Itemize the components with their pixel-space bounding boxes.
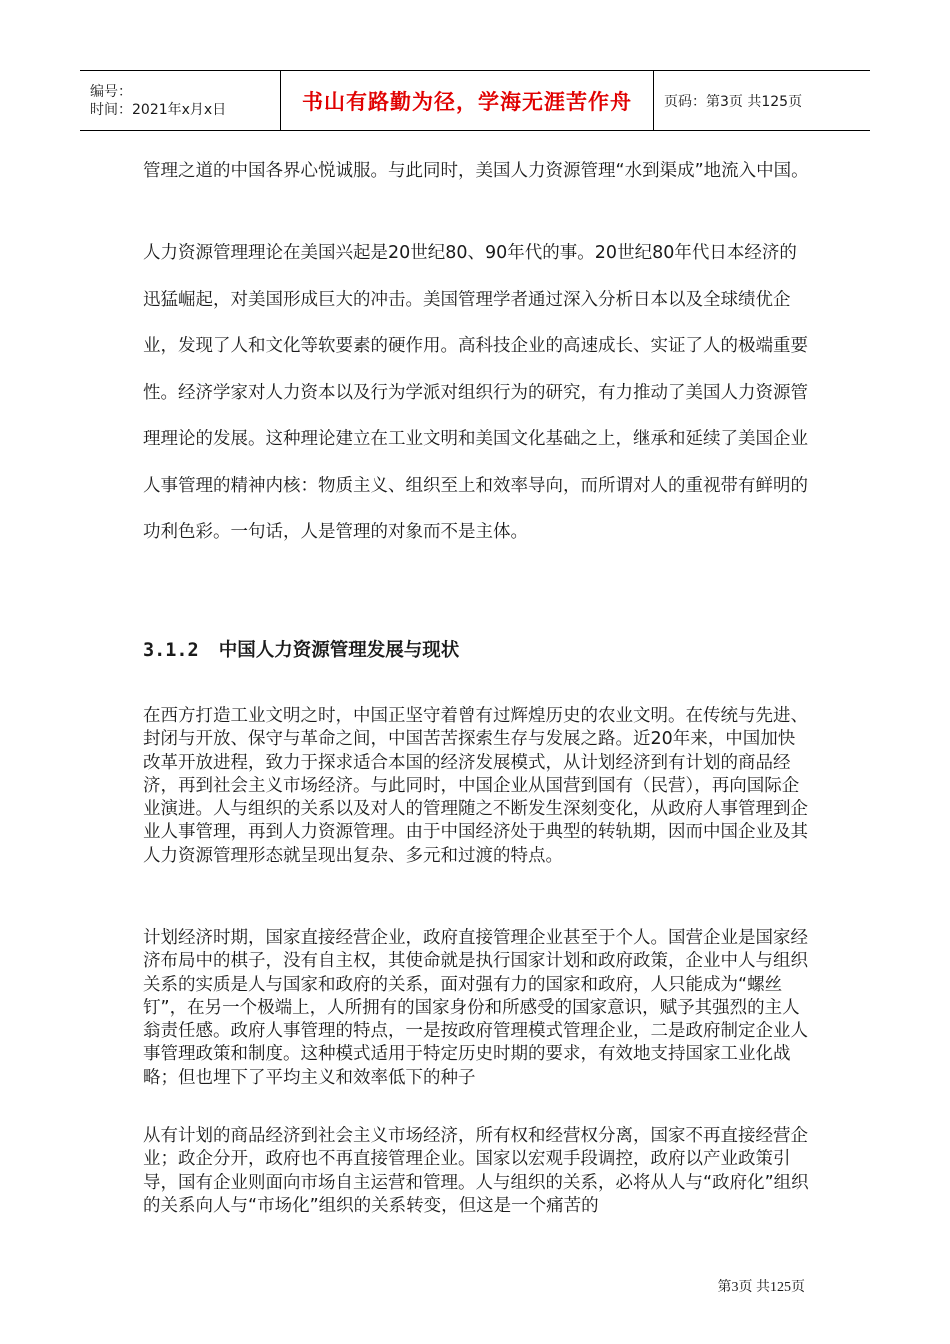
date-label: 时间：2021年x月x日 xyxy=(90,101,227,118)
page-footer: 第3页 共125页 xyxy=(717,1280,805,1295)
header-page-info: 页码：第3页 共125页 xyxy=(664,93,803,110)
section-number: 3.1.2 xyxy=(143,640,199,661)
body-paragraph-2: 人力资源管理理论在美国兴起是20世纪80、90年代的事。20世纪80年代日本经济的迅猛崛起，对美国形成巨大的冲击。美国管理学者通过深入分析日本以及全球绩优企业，发现了人和文化等软要素的硬作用。高科技企业的高速成长、实证了人的极端重要性。经济学家对人力资本以及行为学派对组织行为的研究，有力推动了美国人力资源管理理论的发展。这种理论建立在工业文明和美国文化基础之上，继承和延续了美国企业人事管理的精神内核：物质主义、组织至上和效率导向，而所谓对人的重视带有鲜明的功利色彩。一句话，人是管理的对象而不是主体。 xyxy=(143,243,808,542)
body-paragraph-3: 在西方打造工业文明之时，中国正坚守着曾有过辉煌历史的农业文明。在传统与先进、封闭与开放、保守与革命之间，中国苦苦探索生存与发展之路。近20年来，中国加快改革开放进程，致力于探求适合本国的经济发展模式，从计划经济到有计划的商品经济，再到社会主义市场经济。与此同时，中国企业从国营到国有（民营），再向国际企业演进。人与组织的关系以及对人的管理随之不断发生深刻变化，从政府人事管理到企业人事管理，再到人力资源管理。由于中国经济处于典型的转轨期，因而中国企业及其人力资源管理形态就呈现出复杂、多元和过渡的特点。 xyxy=(143,706,808,866)
body-paragraph-1: 管理之道的中国各界心悦诚服。与此同时，美国人力资源管理“水到渠成”地流入中国。 xyxy=(143,161,809,181)
code-label: 编号： xyxy=(90,83,132,100)
section-heading xyxy=(143,636,811,662)
section-title: 中国人力资源管理发展与现状 xyxy=(218,640,460,661)
body-paragraph-4: 计划经济时期，国家直接经营企业，政府直接管理企业甚至于个人。国营企业是国家经济布局中的棋子，没有自主权，其使命就是执行国家计划和政府政策，企业中人与组织关系的实质是人与国家和政府的关系，面对强有力的国家和政府，人只能成为“螺丝钉”，在另一个极端上，人所拥有的国家身份和所感受的国家意识，赋予其强烈的主人翁责任感。政府人事管理的特点，一是按政府管理模式管理企业，二是政府制定企业人事管理政策和制度。这种模式适用于特定历史时期的要求，有效地支持国家工业化战略；但也埋下了平均主义和效率低下的种子 xyxy=(143,928,808,1088)
page-header xyxy=(80,70,870,131)
body-paragraph-5: 从有计划的商品经济到社会主义市场经济，所有权和经营权分离，国家不再直接经营企业；政企分开，政府也不再直接管理企业。国家以宏观手段调控，政府以产业政策引导，国有企业则面向市场自主运营和管理。人与组织的关系，必将从人与“政府化”组织的关系向人与“市场化”组织的关系转变，但这是一个痛苦的 xyxy=(143,1126,809,1216)
header-motto: 书山有路勤为径，学海无涯苦作舟 xyxy=(281,71,654,130)
header-meta xyxy=(80,71,281,130)
